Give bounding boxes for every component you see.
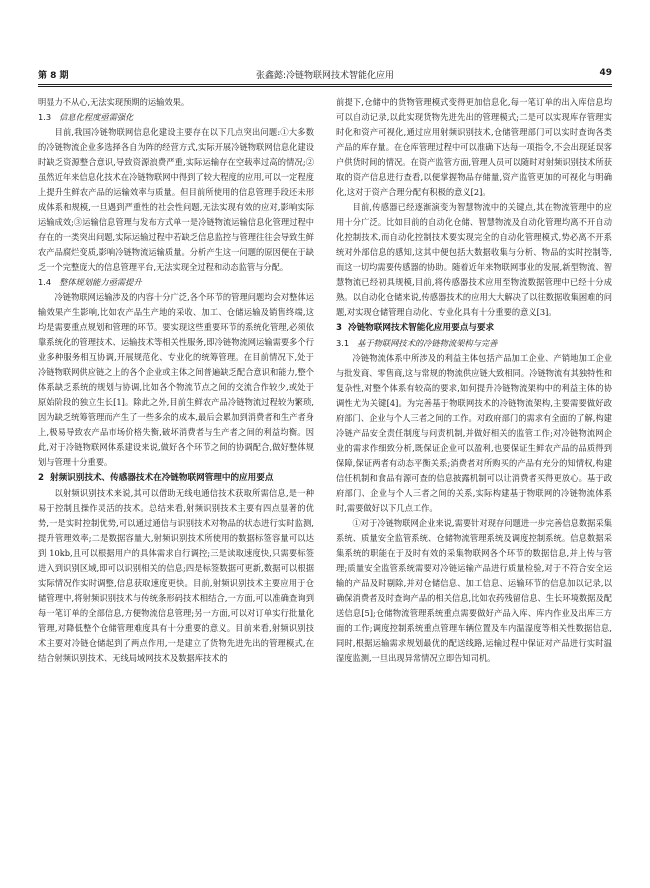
section-heading-3-1: 3.1 基于物联网技术的冷链物流架构与完善 <box>336 338 498 348</box>
paragraph: 冷链物联网运输涉及的内容十分广泛,各个环节的管理问题均会对整体运输效果产生影响,比如农产品生产地的采收、加工、仓储运输及销售终端,这均是需要重点规划和管理的环节。要实现这些重要环节的系统化管理,必须依靠系统化的管理技术、运输技术等相关性服务,即冷链物流网运输需要多个行业多种服务相互协调,开展规范化、专业化的统筹管理。在目前情况下,处于冷链物联网供应链之上的各个企业或主体之间普遍缺乏配合意识和能力,整个体系缺乏系统的规划与协调,比如各个物流节点之间的交流合作较少,或处于原始阶段的独立生长[1]。除此之外,目前生鲜农产品冷链物流过程较为繁琐,因为缺乏统筹管理而产生了一些多余的成本,最后会累加到消费者和生产者身上,极易导致农产品市场价格失衡,破坏消费者与生产者之间的利益均衡。因此,对于冷链物联网体系建设来说,做好各个环节之间的协调配合,做好整体规划与管理十分重要。 <box>38 292 314 467</box>
running-header <box>38 68 612 84</box>
section-heading-2: 2 射频识别技术、传感器技术在冷链物联网管理中的应用要点 <box>38 473 274 483</box>
paragraph: 目前,我国冷链物联网信息化建设主要存在以下几点突出问题:①大多数的冷链物流企业多选择各自为阵的经营方式,实际开展冷链物联网信息化建设时缺乏资源整合意识,导致资源浪费严重,实际运输存在空载率过高的情况;②虽然近年来信息化技术在冷链物联网中得到了较大程度的应用,可以一定程度上提升生鲜农产品的运输效率与质量。但目前所使用的信息管理手段还未形成体系和规模,一旦遇到严重性的社会性问题,无法实现有效的应对,影响实际运输成效;③运输信息管理与发布方式单一是冷链物流运输信息化管理过程中存在的一类突出问题,实际运输过程中若缺乏信息监控与管理往往会导致生鲜农产品腐烂变质,影响冷链物流运输质量。分析产生这一问题的原因便在于缺乏一个完整庞大的信息管理平台,无法实现全过程和动态监管与分配。 <box>38 127 314 272</box>
section-heading-1-3: 1.3 信息化程度亟需强化 <box>38 112 134 122</box>
issue-number: 第 8 期 <box>38 71 69 81</box>
paragraph: 目前,传感器已经逐渐演变为智慧物流中的关键点,其在物流管理中的应用十分广泛。比如目前的自动化仓储、智慧物流及自动化管理均离不开自动化控制技术,而自动化控制技术要实现完全的自动化管理模式,势必离不开系统对外部信息的感知,这其中便包括大数据收集与分析、物品的实时控制等,而这一切均需要传感器的协助。随着近年来物联网事业的发展,新型物流、智慧物流已经初具规模,目前,将传感器技术应用至物流数据管理中已经十分成熟。以自动化仓储来说,传感器技术的应用大大解决了以往数据收集困难的问题,对实现仓储管理自动化、专业化具有十分重要的意义[3]。 <box>336 202 612 317</box>
page-number: 49 <box>599 68 612 78</box>
paragraph: 以射频识别技术来说,其可以借助无线电通信技术获取所需信息,是一种易于控制且操作灵活的技术。总结来看,射频识别技术主要有四点显著的优势,一是实时控制优势,可以通过通信与识别技术对物品的状态进行实时监测,提升管理效率;二是数据容量大,射频识别技术所使用的数据标签容量可以达到 10kb,且可以根据用户的具体需求自行调控;三是读取速度快,只需要标签进入到识别区域,即可以识别相关的信息;四是标签数据可更新,数据可以根据实际情况作实时调整,信息获取速度更快。目前,射频识别技术主要应用于仓储管理中,将射频识别技术与传统条形码技术相结合,一方面,可以准确查询到每一笔订单的全部信息,方便物流信息管理;另一方面,可以对订单实行批量化管理,对降低整个仓储管理难度具有十分重要的意义。目前来看,射频识别技术主要对冷链仓储起到了两点作用,一是建立了货物先进先出的管理模式,在结合射频识别技术、无线局域网技术及数据库技术的 <box>38 488 314 663</box>
header-rule-thin <box>38 86 612 87</box>
paragraph: 前提下,仓储中的货物管理模式变得更加信息化,每一笔订单的出入库信息均可以自动记录,以此实现货物先进先出的管理模式;二是可以实现库存管理实时化和资产可视化,通过应用射频识别技术,仓储管理部门可以实时查询各类产品的库存量。在仓库管理过程中可以准确下达每一项指令,不会出现延误客户供货时间的情况。在资产监管方面,管理人员可以随时对射频识别技术所获取的资产信息进行查看,以便掌握物品存储量,资产监管更加的可视化与明确化,这对于资产合理分配有积极的意义[2]。 <box>336 97 612 197</box>
section-heading-1-4: 1.4 整体规划能力亟需提升 <box>38 277 142 287</box>
right-column <box>336 95 612 855</box>
paragraph: ①对于冷链物联网企业来说,需要针对现存问题进一步完善信息数据采集系统、质量安全监管系统、仓储物流管理系统及调度控制系统。信息数据采集系统的职能在于及时有效的采集物联网各个环节的数据信息,并上传与管理;质量安全监管系统需要对冷链运输产品进行质量检验,对于不符合安全运输的产品及时剔除,并对仓储信息、加工信息、运输环节的信息加以记录,以确保消费者及时查询产品的相关信息,比如农药残留信息、生长环境数据及配送信息[5];仓储物流管理系统重点需要做好产品入库、库内作业及出库三方面的工作;调度控制系统重点管理车辆位置及车内温湿度等相关性数据信息,同时,根据运输需求规划最优的配送线路,运输过程中保证对产品进行实时温湿度监测,一旦出现异常情况立即告知司机。 <box>336 518 612 663</box>
left-column <box>38 95 314 855</box>
section-heading-3: 3 冷链物联网技术智能化应用要点与要求 <box>336 323 495 333</box>
paragraph: 冷链物流体系中所涉及的利益主体包括产品加工企业、产销地加工企业与批发商、零售商,这与常规的物流供应链大致相同。冷链物流有其独特性和复杂性,对整个体系有较高的要求,如何提升冷链物流架构中的利益主体的协调性尤为关键[4]。为完善基于物联网技术的冷链物流架构,主要需要做好政府部门、企业与个人三者之间的工作。对政府部门的需求有全面的了解,构建冷链产品安全责任制度与问责机制,并做好相关的监管工作;对冷链物流网企业的需求作细致分析,既保证企业可以盈利,也要保证生鲜农产品的品质得到保障,保证两者有动态平衡关系;消费者对所购买的产品有充分的知情权,构建信任机制和食品有源可查的信息披露机制可以让消费者买得更放心。基于政府部门、企业与个人三者之间的关系,实际构建基于物联网的冷链物流体系时,需要做好以下几点工作。 <box>336 353 612 513</box>
running-title: 张鑫懿:冷链物联网技术智能化应用 <box>255 71 395 81</box>
header-rule-thick <box>38 84 612 85</box>
paragraph: 明显力不从心,无法实现预期的运输效果。 <box>38 97 190 107</box>
